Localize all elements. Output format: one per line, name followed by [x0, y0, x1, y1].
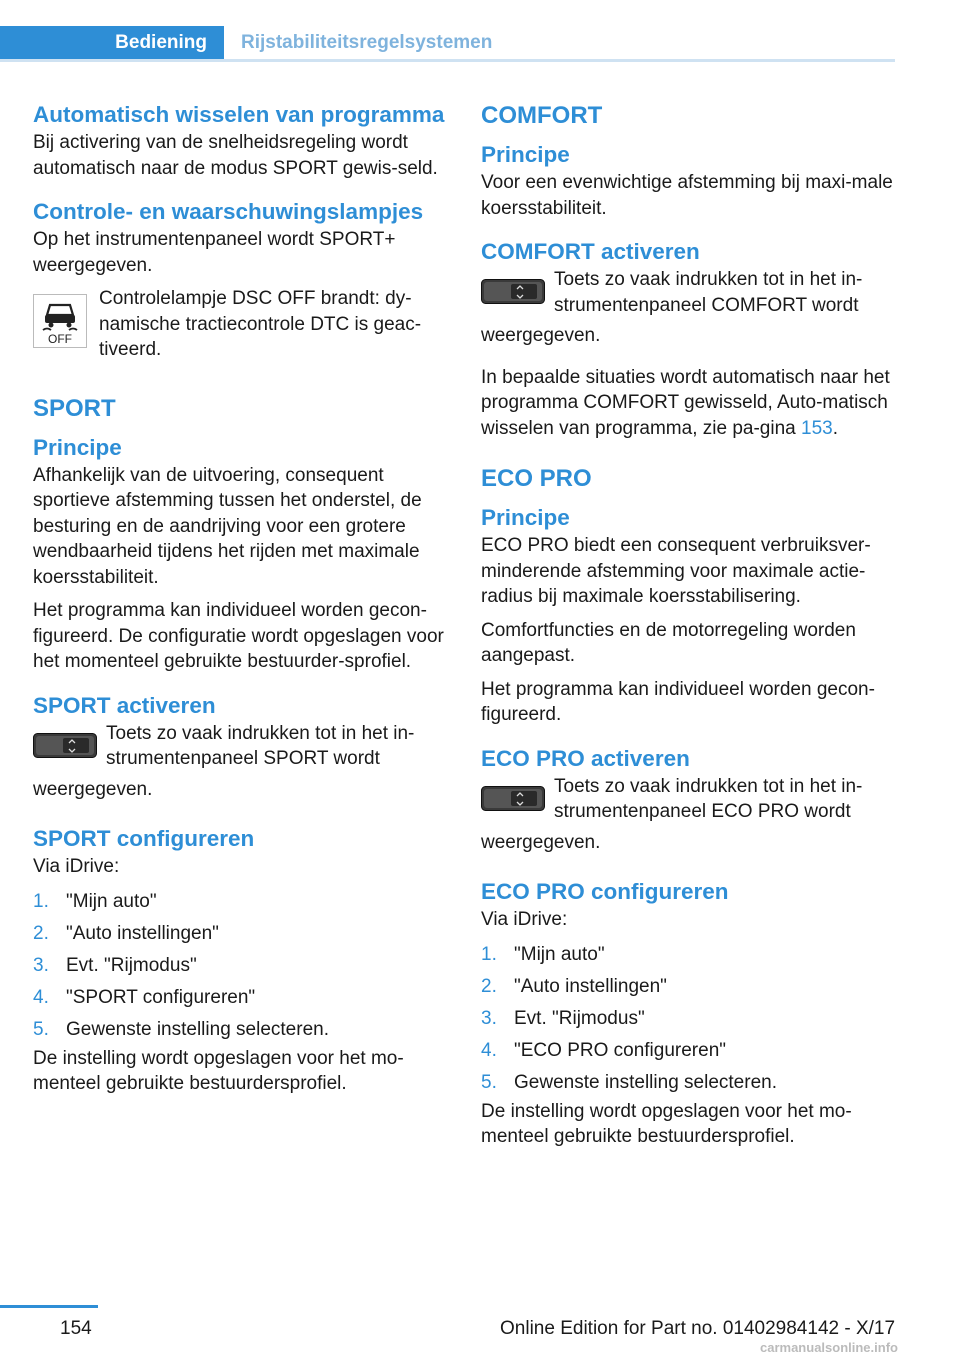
eco-activate-text: Toets zo vaak indrukken tot in het in-strumentenpaneel ECO PRO wordt: [554, 775, 863, 822]
comfort-activate-text: Toets zo vaak indrukken tot in het in-strumentenpaneel COMFORT wordt: [554, 269, 863, 316]
left-column: [33, 100, 453, 1097]
comfort-activate-note: [481, 267, 911, 323]
auto-switch-heading: Automatisch wisselen van programma: [33, 102, 445, 127]
sport-configure-intro: Via iDrive:: [33, 856, 120, 877]
list-item: 4. "SPORT configureren": [33, 986, 256, 1008]
sport-activate-text: Toets zo vaak indrukken tot in het in-strumentenpaneel SPORT wordt: [106, 722, 415, 769]
lamps-heading: Controle- en waarschuwingslampjes: [33, 199, 424, 224]
list-item: 5. Gewenste instelling selecteren.: [33, 1018, 329, 1040]
comfort-principle-heading: Principe: [481, 142, 570, 167]
list-item: 3. Evt. "Rijmodus": [481, 1007, 645, 1029]
sport-configure-outro: De instelling wordt opgeslagen voor het mo-menteel gebruikte bestuurdersprofiel.: [33, 1047, 404, 1094]
sport-configure-steps: [33, 886, 453, 1046]
list-item: 5. Gewenste instelling selecteren.: [481, 1071, 777, 1093]
right-column: [481, 100, 911, 1150]
driving-mode-button-icon: [481, 279, 545, 304]
eco-principle-text-1: ECO PRO biedt een consequent verbruiksver-minderende afstemming voor maximale actie-radius bij maximale koersstabilisering.: [481, 535, 871, 607]
header-divider: [0, 59, 895, 62]
comfort-principle-text: Voor een evenwichtige afstemming bij maxi-male koersstabiliteit.: [481, 172, 893, 219]
sport-principle-text-1: Afhankelijk van de uitvoering, consequent sportieve afstemming tussen het onderstel, de besturing en de aandrijving voor een grotere wendbaarheid tijdens het rijden met maximale koersstabiliteit.: [33, 464, 422, 588]
list-item: 3. Evt. "Rijmodus": [33, 954, 197, 976]
sport-heading: SPORT: [33, 394, 116, 422]
eco-activate-heading: ECO PRO activeren: [481, 745, 690, 771]
header-tabbar: [0, 26, 895, 62]
list-item: 1. "Mijn auto": [481, 943, 605, 965]
eco-pro-heading: ECO PRO: [481, 465, 592, 492]
watermark: carmanualsonline.info: [760, 1340, 898, 1355]
lamps-text: Op het instrumentenpaneel wordt SPORT+ weergegeven.: [33, 229, 396, 276]
eco-configure-outro: De instelling wordt opgeslagen voor het mo-menteel gebruikte bestuurdersprofiel.: [481, 1100, 852, 1147]
comfort-activate-text-end: weergegeven.: [481, 325, 601, 346]
comfort-activate-heading: COMFORT activeren: [481, 239, 700, 264]
comfort-heading: COMFORT: [481, 102, 603, 129]
list-item: 2. "Auto instellingen": [33, 922, 219, 944]
driving-mode-button-icon: [33, 733, 97, 758]
dsc-off-text: Controlelampje DSC OFF brandt: dy-namische tractiecontrole DTC is geac-tiveerd.: [99, 288, 422, 360]
dsc-off-note: [33, 286, 453, 363]
page-153-link[interactable]: 153: [801, 417, 833, 439]
eco-principle-text-2: Comfortfuncties en de motorregeling worden aangepast.: [481, 619, 856, 666]
sport-activate-heading: SPORT activeren: [33, 692, 216, 718]
sport-activate-text-end: weergegeven.: [33, 778, 153, 800]
eco-principle-text-3: Het programma kan individueel worden gecon-figureerd.: [481, 678, 875, 725]
eco-configure-steps: [481, 939, 911, 1099]
eco-activate-text-end: weergegeven.: [481, 831, 601, 853]
comfort-auto-text: In bepaalde situaties wordt automatisch naar het programma COMFORT gewisseld, Auto-matisch wisselen van programma, zie pa-gina 153.: [481, 366, 890, 439]
auto-switch-text: Bij activering van de snelheidsregeling wordt automatisch naar de modus SPORT gewis-seld.: [33, 132, 438, 179]
tab-bediening[interactable]: Bediening: [0, 26, 224, 59]
sport-principle-text-2: Het programma kan individueel worden gecon-figureerd. De configuratie wordt opgeslagen voor het momenteel gebruikte bestuurder-sprofiel.: [33, 600, 444, 672]
sport-principle-heading: Principe: [33, 434, 122, 460]
eco-configure-intro: Via iDrive:: [481, 909, 568, 930]
eco-configure-heading: ECO PRO configureren: [481, 879, 729, 904]
page-number: 154: [60, 1318, 92, 1339]
driving-mode-button-icon: [481, 786, 545, 811]
edition-text: Online Edition for Part no. 01402984142 - X/17: [500, 1318, 896, 1339]
footer-divider: [0, 1305, 98, 1308]
list-item: 2. "Auto instellingen": [481, 975, 667, 997]
eco-principle-heading: Principe: [481, 505, 570, 530]
tab-rijstabiliteit[interactable]: Rijstabiliteitsregelsystemen: [241, 32, 493, 53]
dsc-off-label: OFF: [48, 332, 72, 346]
dsc-off-warning-icon: [33, 294, 87, 348]
list-item: 4. "ECO PRO configureren": [481, 1039, 727, 1061]
eco-activate-note: [481, 774, 911, 830]
list-item: 1. "Mijn auto": [33, 890, 157, 912]
sport-configure-heading: SPORT configureren: [33, 826, 255, 851]
sport-activate-note: [33, 721, 453, 777]
